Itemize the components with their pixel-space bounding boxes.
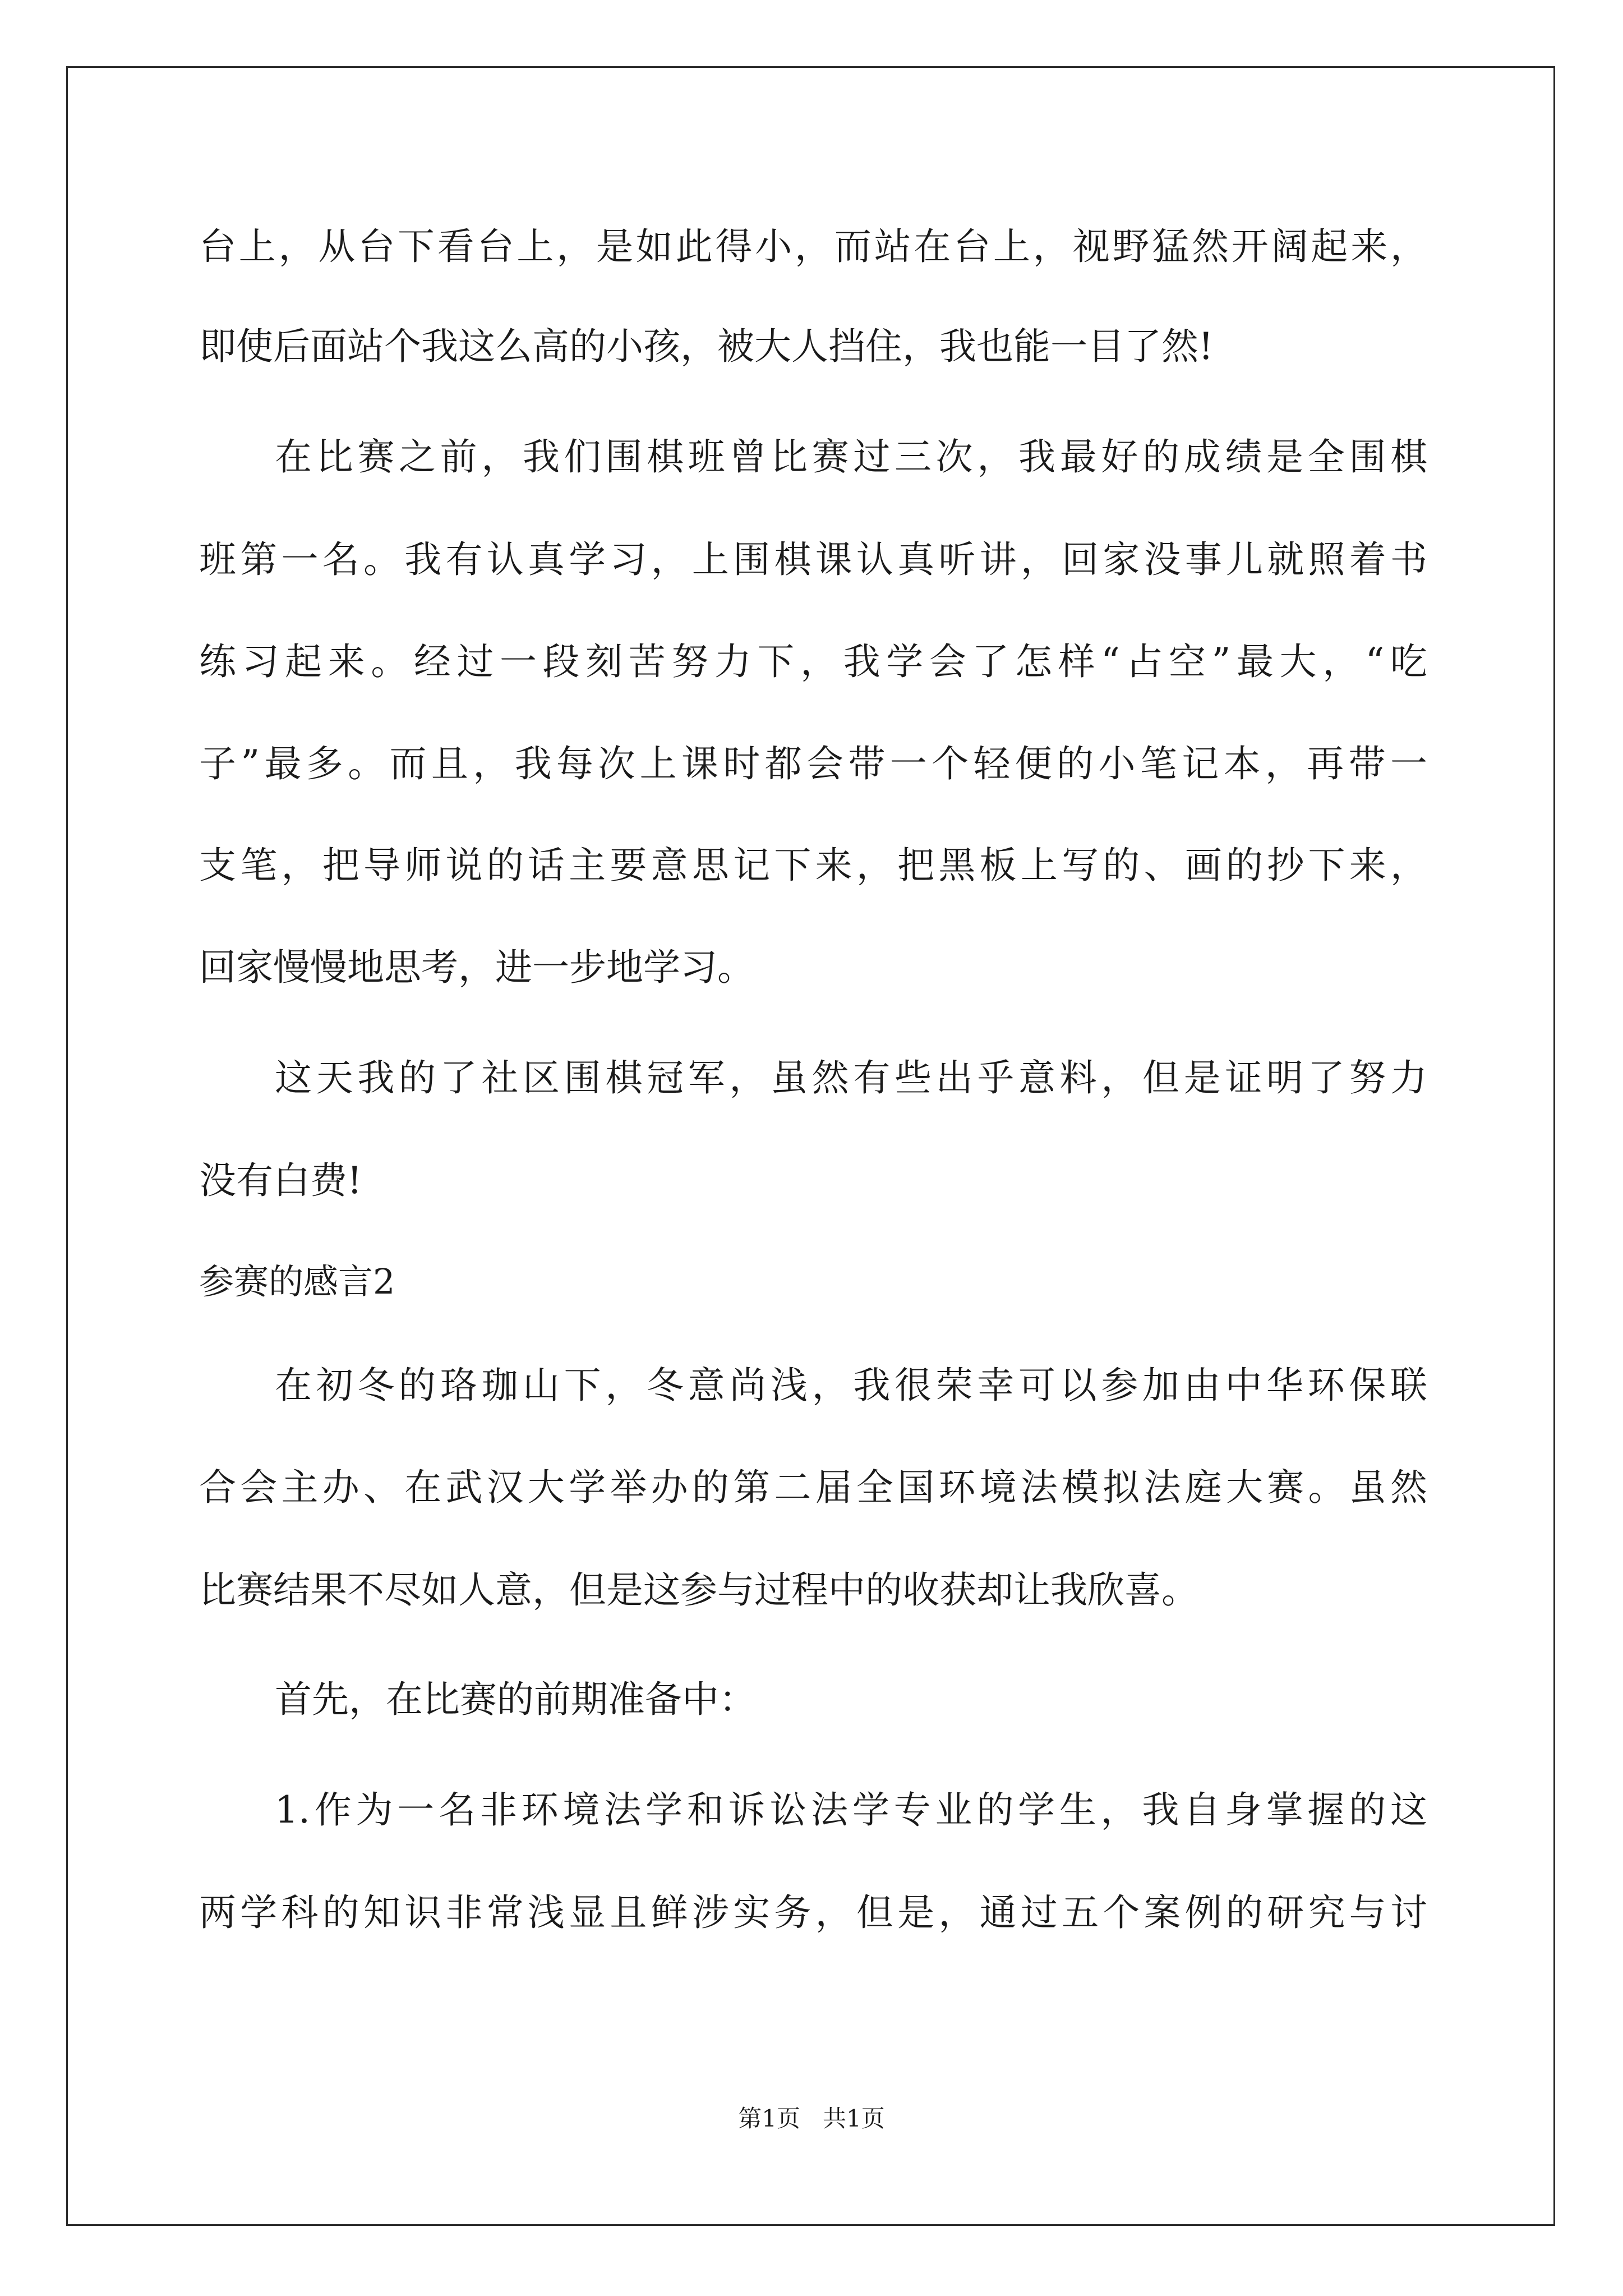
text-line: 即使后面站个我这么高的小孩，被大人挡住，我也能一目了然! — [199, 325, 1214, 368]
section-heading: 参赛的感言2 — [199, 1261, 395, 1302]
text-line: 子”最多。而且，我每次上课时都会带一个轻便的小笔记本，再带一 — [199, 742, 1427, 785]
page-number: 第1页 — [738, 2105, 800, 2132]
paragraph-start-line: 在初冬的珞珈山下，冬意尚浅，我很荣幸可以参加由中华环保联 — [275, 1364, 1427, 1407]
text-line: 练习起来。经过一段刻苦努力下，我学会了怎样“占空”最大，“吃 — [199, 640, 1427, 683]
text-line: 比赛结果不尽如人意，但是这参与过程中的收获却让我欣喜。 — [199, 1568, 1198, 1612]
page-total: 共1页 — [823, 2105, 885, 2132]
text-line: 两学科的知识非常浅显且鲜涉实务，但是，通过五个案例的研究与讨 — [199, 1891, 1427, 1934]
paragraph-start-line: 首先，在比赛的前期准备中： — [275, 1678, 756, 1721]
page-footer — [0, 2105, 1623, 2133]
text-line: 班第一名。我有认真学习，上围棋课认真听讲，回家没事儿就照着书 — [199, 538, 1427, 581]
text-line: 支笔，把导师说的话主要意思记下来，把黑板上写的、画的抄下来， — [199, 844, 1427, 887]
paragraph-start-line: 在比赛之前，我们围棋班曾比赛过三次，我最好的成绩是全围棋 — [275, 435, 1427, 478]
text-line: 合会主办、在武汉大学举办的第二届全国环境法模拟法庭大赛。虽然 — [199, 1466, 1427, 1509]
text-line: 台上，从台下看台上，是如此得小，而站在台上，视野猛然开阔起来， — [199, 225, 1427, 268]
text-line: 回家慢慢地思考，进一步地学习。 — [199, 946, 754, 989]
paragraph-start-line: 这天我的了社区围棋冠军，虽然有些出乎意料，但是证明了努力 — [275, 1056, 1427, 1099]
paragraph-start-line: 1.作为一名非环境法学和诉讼法学专业的学生，我自身掌握的这 — [275, 1788, 1427, 1832]
text-line: 没有白费! — [199, 1159, 362, 1202]
